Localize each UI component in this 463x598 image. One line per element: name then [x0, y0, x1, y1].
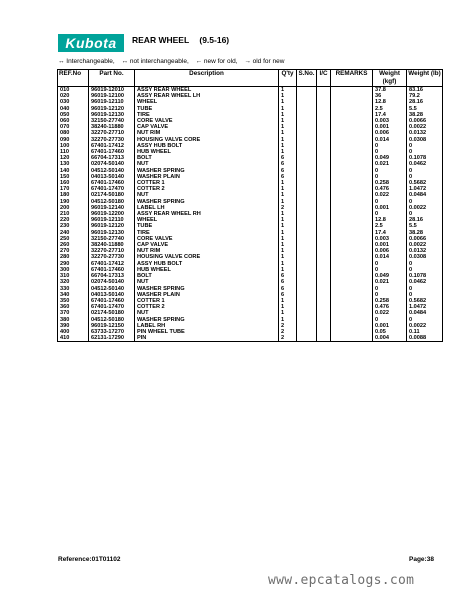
ref-no-cell: 150 [58, 174, 89, 180]
weight-lb-cell: 0.0022 [407, 323, 443, 329]
ref-no-cell: 360 [58, 304, 89, 310]
ref-no-cell: 230 [58, 223, 89, 229]
ref-no-cell: 080 [58, 130, 89, 136]
qty-cell: 1 [279, 99, 297, 105]
remarks-cell [331, 87, 373, 94]
description-cell: COTTER 1 [135, 298, 279, 304]
weight-lb-cell: 0.0462 [407, 161, 443, 167]
ref-no-cell: 260 [58, 242, 89, 248]
qty-cell: 6 [279, 168, 297, 174]
weight-lb-cell: 0.0308 [407, 254, 443, 260]
part-no-cell: 96019-12120 [89, 106, 135, 112]
col-s-no: S.No. [297, 70, 317, 87]
description-cell: CORE VALVE [135, 118, 279, 124]
weight-lb-cell: 83.16 [407, 87, 443, 94]
page-title [132, 35, 229, 45]
qty-cell: 1 [279, 298, 297, 304]
description-cell: TUBE [135, 223, 279, 229]
ref-no-cell: 350 [58, 298, 89, 304]
part-no-cell: 32150-27740 [89, 118, 135, 124]
ref-no-cell: 040 [58, 106, 89, 112]
description-cell: ASSY HUB BOLT [135, 261, 279, 267]
part-no-cell: 02074-50140 [89, 279, 135, 285]
weight-lb-cell: 5.5 [407, 223, 443, 229]
qty-cell: 6 [279, 174, 297, 180]
weight-lb-cell: 0 [407, 267, 443, 273]
part-no-cell: 04512-50140 [89, 168, 135, 174]
ref-no-cell: 240 [58, 230, 89, 236]
part-no-cell: 63733-17270 [89, 329, 135, 335]
weight-kgf-cell: 0.001 [373, 323, 407, 329]
weight-kgf-cell: 0.022 [373, 310, 407, 316]
weight-kgf-cell: 0.014 [373, 137, 407, 143]
description-cell: COTTER 2 [135, 186, 279, 192]
part-no-cell: 02174-50180 [89, 192, 135, 198]
description-cell: NUT [135, 161, 279, 167]
model-range: (9.5-16) [199, 35, 230, 45]
qty-cell: 1 [279, 310, 297, 316]
part-no-cell: 96019-12120 [89, 223, 135, 229]
weight-lb-cell: 0.0484 [407, 192, 443, 198]
qty-cell: 1 [279, 211, 297, 217]
part-no-cell: 67401-17470 [89, 186, 135, 192]
description-cell: PIN WHEEL TUBE [135, 329, 279, 335]
weight-lb-cell: 0.0022 [407, 242, 443, 248]
weight-lb-cell: 0 [407, 317, 443, 323]
qty-cell: 1 [279, 124, 297, 130]
qty-cell: 1 [279, 236, 297, 242]
ref-no-cell: 180 [58, 192, 89, 198]
parts-table [57, 69, 443, 342]
qty-cell: 6 [279, 292, 297, 298]
description-cell: HOUSING VALVE CORE [135, 137, 279, 143]
description-cell: NUT RIM [135, 248, 279, 254]
weight-lb-cell: 0.0308 [407, 137, 443, 143]
part-no-cell: 67401-17412 [89, 143, 135, 149]
weight-lb-cell: 0.1078 [407, 273, 443, 279]
weight-kgf-cell: 0.049 [373, 273, 407, 279]
qty-cell: 1 [279, 143, 297, 149]
weight-kgf-cell: 2.5 [373, 223, 407, 229]
table-header [58, 70, 443, 87]
description-cell: CORE VALVE [135, 236, 279, 242]
weight-lb-cell: 0.5682 [407, 298, 443, 304]
table-row [58, 87, 443, 94]
weight-lb-cell: 5.5 [407, 106, 443, 112]
reference-number: Reference:01T01102 [58, 556, 121, 563]
s-no-cell [297, 335, 317, 342]
part-no-cell: 96019-12010 [89, 87, 135, 94]
description-cell: LABEL LH [135, 205, 279, 211]
qty-cell: 1 [279, 223, 297, 229]
weight-kgf-cell: 0 [373, 143, 407, 149]
weight-lb-cell: 0 [407, 211, 443, 217]
description-cell: BOLT [135, 273, 279, 279]
description-cell: WASHER PLAIN [135, 292, 279, 298]
parts-table-body [58, 87, 443, 342]
part-no-cell: 67401-17460 [89, 267, 135, 273]
weight-kgf-cell: 0.476 [373, 186, 407, 192]
weight-kgf-cell: 0.006 [373, 248, 407, 254]
qty-cell: 1 [279, 118, 297, 124]
qty-cell: 6 [279, 273, 297, 279]
weight-kgf-cell: 0.006 [373, 130, 407, 136]
weight-kgf-cell: 0.001 [373, 124, 407, 130]
part-no-cell: 04013-50140 [89, 174, 135, 180]
part-no-cell: 67401-17470 [89, 304, 135, 310]
ref-no-cell: 100 [58, 143, 89, 149]
weight-kgf-cell: 0.049 [373, 155, 407, 161]
col-weight-lb: Weight (lb) [407, 70, 443, 87]
col-qty: Q'ty [279, 70, 297, 87]
ref-no-cell: 190 [58, 199, 89, 205]
qty-cell: 1 [279, 93, 297, 99]
weight-kgf-cell: 0 [373, 174, 407, 180]
col-weight-kgf: Weight (kgf) [373, 70, 407, 87]
part-no-cell: 96019-12140 [89, 205, 135, 211]
part-no-cell: 04512-50140 [89, 286, 135, 292]
weight-kgf-cell: 0.001 [373, 205, 407, 211]
ic-cell [317, 335, 331, 342]
ref-no-cell: 280 [58, 254, 89, 260]
ref-no-cell: 390 [58, 323, 89, 329]
part-no-cell: 96019-12130 [89, 112, 135, 118]
ref-no-cell: 210 [58, 211, 89, 217]
weight-lb-cell: 0.0088 [407, 335, 443, 342]
ref-no-cell: 320 [58, 279, 89, 285]
description-cell: COTTER 1 [135, 180, 279, 186]
ref-no-cell: 290 [58, 261, 89, 267]
part-no-cell: 96019-12200 [89, 211, 135, 217]
description-cell: ASSY REAR WHEEL [135, 87, 279, 94]
col-description: Description [135, 70, 279, 87]
weight-lb-cell: 0 [407, 199, 443, 205]
weight-kgf-cell: 0.003 [373, 118, 407, 124]
description-cell: NUT [135, 310, 279, 316]
qty-cell: 1 [279, 199, 297, 205]
ref-no-cell: 340 [58, 292, 89, 298]
description-cell: NUT RIM [135, 130, 279, 136]
ref-no-cell: 020 [58, 93, 89, 99]
page-number: Page:38 [409, 556, 434, 563]
ref-no-cell: 010 [58, 87, 89, 94]
weight-kgf-cell: 37.8 [373, 87, 407, 94]
legend-new-for-old: ← new for old, [195, 58, 238, 65]
qty-cell: 6 [279, 161, 297, 167]
weight-lb-cell: 0.11 [407, 329, 443, 335]
weight-kgf-cell: 0 [373, 211, 407, 217]
part-no-cell: 67401-17460 [89, 298, 135, 304]
part-no-cell: 02074-50140 [89, 161, 135, 167]
weight-lb-cell: 0 [407, 286, 443, 292]
part-no-cell: 62131-17290 [89, 335, 135, 342]
ref-no-cell: 060 [58, 118, 89, 124]
qty-cell: 1 [279, 186, 297, 192]
weight-kgf-cell: 12.8 [373, 217, 407, 223]
ref-no-cell: 370 [58, 310, 89, 316]
description-cell: WHEEL [135, 99, 279, 105]
col-ic: I/C [317, 70, 331, 87]
qty-cell: 1 [279, 304, 297, 310]
qty-cell: 1 [279, 261, 297, 267]
qty-cell: 1 [279, 254, 297, 260]
qty-cell: 1 [279, 242, 297, 248]
qty-cell: 2 [279, 205, 297, 211]
part-no-cell: 32270-27730 [89, 254, 135, 260]
description-cell: WHEEL [135, 217, 279, 223]
ref-no-cell: 250 [58, 236, 89, 242]
part-no-cell: 96019-12100 [89, 93, 135, 99]
ref-no-cell: 030 [58, 99, 89, 105]
description-cell: TUBE [135, 106, 279, 112]
description-cell: LABEL RH [135, 323, 279, 329]
weight-kgf-cell: 0.476 [373, 304, 407, 310]
ref-no-cell: 410 [58, 335, 89, 342]
weight-kgf-cell: 17.4 [373, 230, 407, 236]
part-no-cell: 02174-50180 [89, 310, 135, 316]
weight-kgf-cell: 0 [373, 168, 407, 174]
ref-no-cell: 130 [58, 161, 89, 167]
weight-lb-cell: 0.0462 [407, 279, 443, 285]
description-cell: HOUSING VALVE CORE [135, 254, 279, 260]
kubota-logo: Kubota [58, 34, 124, 52]
qty-cell: 1 [279, 317, 297, 323]
part-no-cell: 32270-27710 [89, 248, 135, 254]
ref-no-cell: 070 [58, 124, 89, 130]
description-cell: HUB WHEEL [135, 267, 279, 273]
weight-lb-cell: 28.16 [407, 217, 443, 223]
weight-kgf-cell: 0 [373, 199, 407, 205]
weight-lb-cell: 28.16 [407, 99, 443, 105]
qty-cell: 6 [279, 155, 297, 161]
weight-lb-cell: 38.28 [407, 112, 443, 118]
weight-lb-cell: 0.0066 [407, 236, 443, 242]
weight-kgf-cell: 0 [373, 286, 407, 292]
remarks-cell [331, 335, 373, 342]
weight-kgf-cell: 0 [373, 267, 407, 273]
ref-no-cell: 380 [58, 317, 89, 323]
description-cell: TIRE [135, 230, 279, 236]
part-no-cell: 96019-12110 [89, 99, 135, 105]
weight-lb-cell: 0.5682 [407, 180, 443, 186]
title-text: REAR WHEEL [132, 35, 189, 45]
col-remarks: REMARKS [331, 70, 373, 87]
description-cell: NUT [135, 279, 279, 285]
legend-not-interchangeable: ↔ not interchangeable, [121, 58, 189, 65]
qty-cell: 1 [279, 180, 297, 186]
col-ref-no: REF.No [58, 70, 89, 87]
ref-no-cell: 110 [58, 149, 89, 155]
part-no-cell: 32270-27730 [89, 137, 135, 143]
weight-kgf-cell: 17.4 [373, 112, 407, 118]
description-cell: WASHER SPRING [135, 168, 279, 174]
qty-cell: 2 [279, 335, 297, 342]
qty-cell: 1 [279, 87, 297, 94]
qty-cell: 1 [279, 106, 297, 112]
weight-lb-cell: 0 [407, 292, 443, 298]
weight-kgf-cell: 0.014 [373, 254, 407, 260]
qty-cell: 1 [279, 230, 297, 236]
weight-lb-cell: 0.0022 [407, 205, 443, 211]
weight-lb-cell: 0.0132 [407, 248, 443, 254]
description-cell: ASSY HUB BOLT [135, 143, 279, 149]
qty-cell: 1 [279, 217, 297, 223]
ref-no-cell: 120 [58, 155, 89, 161]
weight-kgf-cell: 0 [373, 317, 407, 323]
qty-cell: 1 [279, 267, 297, 273]
weight-lb-cell: 79.2 [407, 93, 443, 99]
weight-lb-cell: 0.0022 [407, 124, 443, 130]
ref-no-cell: 200 [58, 205, 89, 211]
part-no-cell: 66704-17313 [89, 155, 135, 161]
part-no-cell: 38240-11880 [89, 242, 135, 248]
part-no-cell: 67401-17460 [89, 149, 135, 155]
part-no-cell: 04512-50180 [89, 317, 135, 323]
weight-kgf-cell: 0.05 [373, 329, 407, 335]
weight-kgf-cell: 0.003 [373, 236, 407, 242]
ref-no-cell: 400 [58, 329, 89, 335]
weight-lb-cell: 0.0066 [407, 118, 443, 124]
weight-kgf-cell: 0.258 [373, 180, 407, 186]
part-no-cell: 66704-17313 [89, 273, 135, 279]
description-cell: ASSY REAR WHEEL LH [135, 93, 279, 99]
description-cell: COTTER 2 [135, 304, 279, 310]
ref-no-cell: 300 [58, 267, 89, 273]
weight-lb-cell: 1.0472 [407, 186, 443, 192]
ref-no-cell: 270 [58, 248, 89, 254]
description-cell: CAP VALVE [135, 242, 279, 248]
weight-kgf-cell: 0.021 [373, 279, 407, 285]
description-cell: NUT [135, 192, 279, 198]
part-no-cell: 67401-17460 [89, 180, 135, 186]
description-cell: HUB WHEEL [135, 149, 279, 155]
weight-lb-cell: 0 [407, 174, 443, 180]
table-row [58, 335, 443, 342]
weight-kgf-cell: 2.5 [373, 106, 407, 112]
part-no-cell: 32150-27740 [89, 236, 135, 242]
col-part-no: Part No. [89, 70, 135, 87]
weight-lb-cell: 0.0484 [407, 310, 443, 316]
weight-lb-cell: 0.1078 [407, 155, 443, 161]
description-cell: BOLT [135, 155, 279, 161]
weight-kgf-cell: 12.8 [373, 99, 407, 105]
legend-old-for-new: → old for new [244, 58, 285, 65]
weight-kgf-cell: 0.004 [373, 335, 407, 342]
weight-lb-cell: 0 [407, 168, 443, 174]
weight-lb-cell: 0 [407, 149, 443, 155]
weight-kgf-cell: 0.001 [373, 242, 407, 248]
weight-lb-cell: 0.0132 [407, 130, 443, 136]
description-cell: ASSY REAR WHEEL RH [135, 211, 279, 217]
weight-kgf-cell: 0.021 [373, 161, 407, 167]
part-no-cell: 96019-12130 [89, 230, 135, 236]
qty-cell: 1 [279, 149, 297, 155]
ref-no-cell: 310 [58, 273, 89, 279]
part-no-cell: 04512-50180 [89, 199, 135, 205]
ref-no-cell: 050 [58, 112, 89, 118]
part-no-cell: 96019-12110 [89, 217, 135, 223]
ref-no-cell: 330 [58, 286, 89, 292]
weight-lb-cell: 38.28 [407, 230, 443, 236]
part-no-cell: 04013-50140 [89, 292, 135, 298]
qty-cell: 6 [279, 286, 297, 292]
part-no-cell: 96019-12150 [89, 323, 135, 329]
qty-cell: 1 [279, 130, 297, 136]
ref-no-cell: 220 [58, 217, 89, 223]
weight-lb-cell: 0 [407, 261, 443, 267]
part-no-cell: 67401-17412 [89, 261, 135, 267]
qty-cell: 1 [279, 112, 297, 118]
description-cell: TIRE [135, 112, 279, 118]
weight-kgf-cell: 0.022 [373, 192, 407, 198]
description-cell: WASHER SPRING [135, 317, 279, 323]
weight-lb-cell: 0 [407, 143, 443, 149]
weight-kgf-cell: 0 [373, 261, 407, 267]
description-cell: WASHER SPRING [135, 199, 279, 205]
weight-kgf-cell: 0.258 [373, 298, 407, 304]
legend-interchangeable: ↔ Interchangeable, [58, 58, 115, 65]
qty-cell: 1 [279, 137, 297, 143]
qty-cell: 1 [279, 192, 297, 198]
weight-lb-cell: 1.0472 [407, 304, 443, 310]
weight-kgf-cell: 0 [373, 292, 407, 298]
watermark: www.epcatalogs.com [268, 573, 415, 588]
s-no-cell [297, 87, 317, 94]
qty-cell: 2 [279, 329, 297, 335]
ref-no-cell: 170 [58, 186, 89, 192]
qty-cell: 6 [279, 279, 297, 285]
description-cell: PIN [135, 335, 279, 342]
ref-no-cell: 140 [58, 168, 89, 174]
weight-kgf-cell: 0 [373, 149, 407, 155]
description-cell: WASHER PLAIN [135, 174, 279, 180]
ref-no-cell: 160 [58, 180, 89, 186]
part-no-cell: 38240-11880 [89, 124, 135, 130]
description-cell: CAP VALVE [135, 124, 279, 130]
description-cell: WASHER SPRING [135, 286, 279, 292]
qty-cell: 2 [279, 323, 297, 329]
qty-cell: 1 [279, 248, 297, 254]
ref-no-cell: 090 [58, 137, 89, 143]
part-no-cell: 32270-27710 [89, 130, 135, 136]
weight-kgf-cell: 36 [373, 93, 407, 99]
ic-cell [317, 87, 331, 94]
interchange-legend [58, 58, 289, 65]
